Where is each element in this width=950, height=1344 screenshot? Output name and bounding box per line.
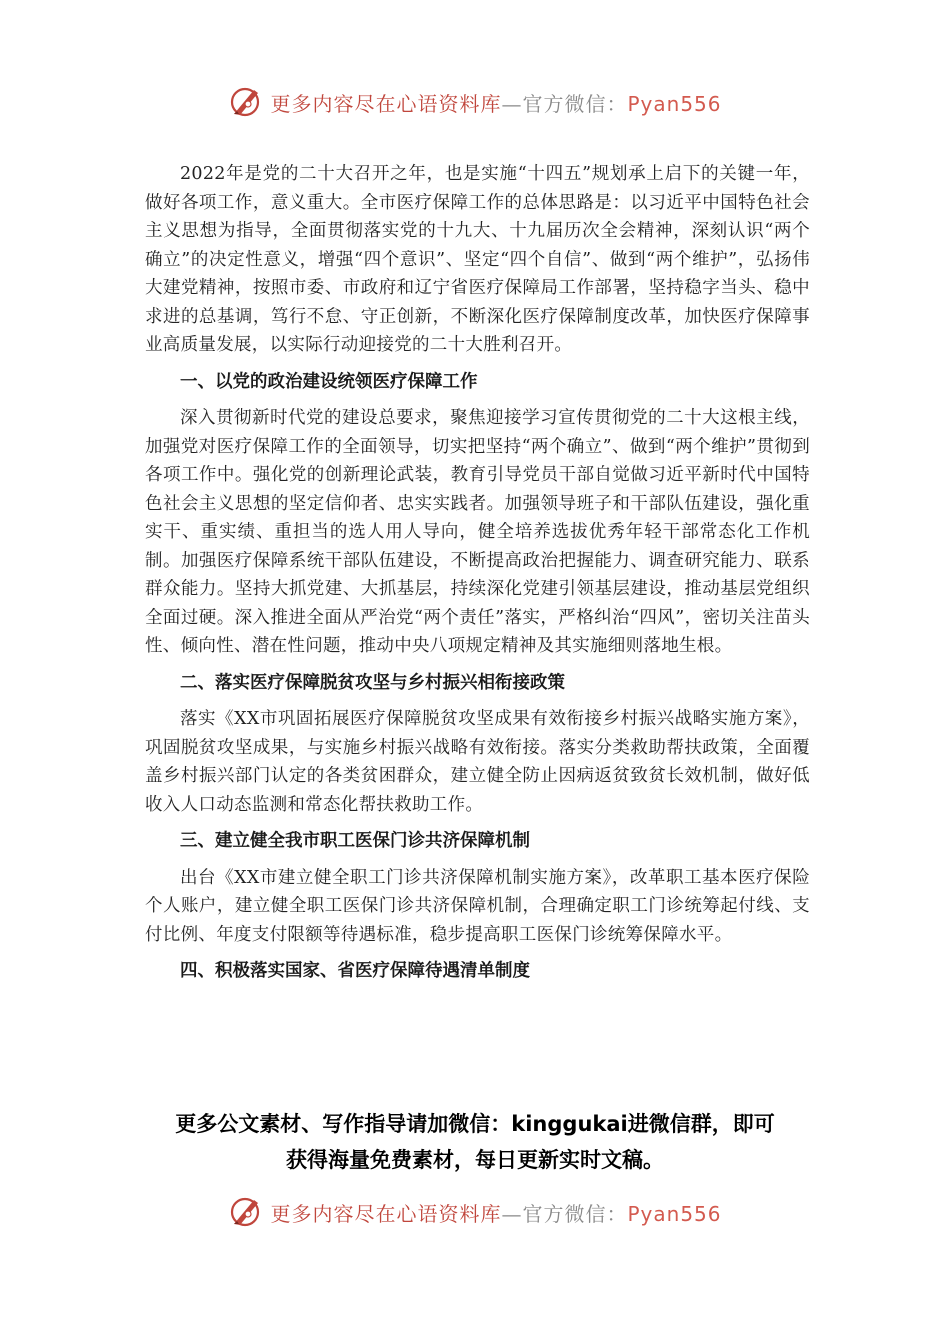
section-2-heading: 二、落实医疗保障脱贫攻坚与乡村振兴相衔接政策 <box>180 672 565 693</box>
banner-wechat-label: 官方微信： <box>522 91 628 116</box>
footer-banner <box>0 1192 950 1232</box>
header-banner <box>0 82 950 122</box>
banner-wechat-id: Pyan556 <box>627 1201 722 1226</box>
section-3-heading: 三、建立健全我市职工医保门诊共济保障机制 <box>180 831 530 851</box>
pen-logo-icon <box>228 84 264 120</box>
document-body <box>145 160 810 994</box>
banner-wechat-label: 官方微信： <box>522 1201 628 1226</box>
section-4-heading: 四、积极落实国家、省医疗保障待遇清单制度 <box>180 961 530 981</box>
intro-paragraph: 2022年是党的二十大召开之年，也是实施“十四五”规划承上启下的关键一年，做好各项工作，意义重大。全市医疗保障工作的总体思路是：以习近平中国特色社会主义思想为指导，全面贯彻落实党的十九大、十九届历次全会精神，深刻认识“两个确立”的决定性意义，增强“四个意识”、坚定“四个自信”、做到“两个维护”，弘扬伟大建党精神，按照市委、市政府和辽宁省医疗保障局工作部署，坚持稳字当头、稳中求进的总基调，笃行不怠、守正创新，不断深化医疗保障制度改革，加快医疗保障事业高质量发展，以实际行动迎接党的二十大胜利召开。 <box>145 164 810 355</box>
banner-site: 更多内容尽在心语资料库 <box>270 1201 502 1226</box>
section-3-body: 出台《XX市建立健全职工门诊共济保障机制实施方案》，改革职工基本医疗保险个人账户，建立健全职工医保门诊共济保障机制，合理确定职工门诊统筹起付线、支付比例、年度支付限额等待遇标准，稳步提高职工医保门诊统筹保障水平。 <box>145 867 810 945</box>
banner-dash: — <box>501 1201 523 1226</box>
promo-line-1: 更多公文素材、写作指导请加微信：kinggukai进微信群，即可 <box>175 1112 775 1136</box>
section-1-body: 深入贯彻新时代党的建设总要求，聚焦迎接学习宣传贯彻党的二十大这根主线，加强党对医疗保障工作的全面领导，切实把坚持“两个确立”、做到“两个维护”贯彻到各项工作中。强化党的创新理论武装，教育引导党员干部自觉做习近平新时代中国特色社会主义思想的坚定信仰者、忠实实践者。加强领导班子和干部队伍建设，强化重实干、重实绩、重担当的选人用人导向，健全培养选拔优秀年轻干部常态化工作机制。加强医疗保障系统干部队伍建设，不断提高政治把握能力、调查研究能力、联系群众能力。坚持大抓党建、大抓基层，持续深化党建引领基层建设，推动基层党组织全面过硬。深入推进全面从严治党“两个责任”落实，严格纠治“四风”，密切关注苗头性、倾向性、潜在性问题，推动中央八项规定精神及其实施细则落地生根。 <box>145 408 810 656</box>
banner-text <box>270 88 721 117</box>
banner-text <box>270 1198 721 1227</box>
promo-block <box>100 1106 850 1178</box>
section-2-body: 落实《XX市巩固拓展医疗保障脱贫攻坚成果有效衔接乡村振兴战略实施方案》，巩固脱贫攻坚成果，与实施乡村振兴战略有效衔接。落实分类救助帮扶政策，全面覆盖乡村振兴部门认定的各类贫困群众，建立健全防止因病返贫致贫长效机制，做好低收入人口动态监测和常态化帮扶救助工作。 <box>145 709 810 815</box>
promo-line-2: 获得海量免费素材，每日更新实时文稿。 <box>286 1148 664 1172</box>
pen-logo-icon <box>228 1194 264 1230</box>
banner-dash: — <box>501 91 523 116</box>
banner-site: 更多内容尽在心语资料库 <box>270 91 502 116</box>
section-1-heading: 一、以党的政治建设统领医疗保障工作 <box>180 371 478 392</box>
banner-wechat-id: Pyan556 <box>627 91 722 116</box>
